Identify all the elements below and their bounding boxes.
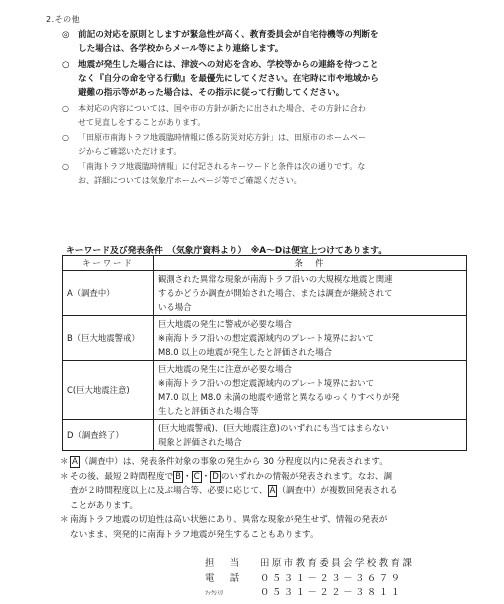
notice-line: 本対応の内容については、国や市の方針が新たに出された場合、その方針に合わ — [78, 104, 366, 113]
notice-item — [62, 28, 478, 56]
note-text: のいずれかの情報が発表されます。なお、調 — [220, 471, 393, 482]
table-row — [63, 361, 467, 420]
asterisk-mark: ＊ — [60, 471, 69, 482]
contact-row — [205, 572, 414, 587]
note-text: その後、最短２時間程度で — [70, 471, 174, 482]
condition-line: 巨大地震の発生に注意が必要な場合 — [158, 364, 292, 374]
condition-cell — [154, 420, 467, 451]
condition-line: 生したと評価された場合等 — [158, 406, 259, 416]
condition-line: M7.0 以上 M8.0 未満の地震や通常と異なるゆっくりすべりが発 — [158, 392, 400, 402]
note-text: ことがあります。 — [70, 500, 139, 511]
note-separator: ・ — [183, 471, 192, 482]
condition-line: 現象と評価された場合 — [158, 437, 242, 447]
condition-cell — [154, 271, 467, 316]
notice-line: せて見直しをすることがあります。 — [78, 117, 206, 127]
notice-item — [62, 58, 478, 100]
note-text: ないまま、突発的に南海トラフ地震が発生することもあります。 — [70, 529, 319, 540]
notice-line: 「南海トラフ地震臨時情報」に付記されるキーワードと条件は次の通りです。な — [78, 162, 366, 171]
boxed-letter-a: A — [269, 486, 276, 496]
table-caption: キーワード及び発表条件 （気象庁資料より） ※A～Dは便宜上つけてあります。 — [66, 246, 388, 256]
note-text: （調査中）が複数回発表される — [277, 486, 398, 496]
note-text: 査が２時間程度以上に及ぶ場合等、必要に応じて、 — [70, 486, 268, 496]
header-condition: 条 件 — [154, 256, 467, 271]
condition-line: いる場合 — [158, 302, 192, 312]
notice-line: 前記の対応を原則としますが緊急性が高く、教育委員会が自宅待機等の判断を — [78, 30, 379, 40]
condition-cell — [154, 361, 467, 420]
notice-line: 地震が発生した場合には、津波への対応を含め、学校等からの連絡を待つこと — [78, 60, 379, 70]
table-header-row — [63, 256, 467, 271]
condition-line: するかどうか調査が開始された場合、または調査が継続されて — [158, 288, 393, 298]
keyword-cell: B（巨大地震警戒） — [63, 316, 154, 361]
contact-department: 田原市教育委員会学校教育課 — [259, 558, 415, 569]
notice-item — [62, 102, 478, 129]
circle-bullet: ○ — [62, 104, 69, 113]
double-circle-bullet: ◎ — [62, 30, 70, 40]
boxed-letter-a: A — [72, 457, 78, 467]
notes-section — [60, 455, 472, 542]
section-title: 2.その他 — [46, 15, 81, 24]
boxed-letter-d: D — [212, 471, 219, 482]
table-row — [63, 271, 467, 316]
notice-line: 避難の指示等があった場合は、その指示に従って行動してください。 — [78, 88, 345, 98]
condition-line: M8.0 以上の地震が発生したと評価された場合 — [158, 347, 332, 357]
note-item — [60, 470, 472, 514]
condition-line: (巨大地震警戒)、(巨大地震注意)のいずれにも当てはまらない — [158, 423, 389, 433]
circle-bullet: ○ — [62, 60, 70, 70]
asterisk-mark: ＊ — [60, 457, 69, 467]
condition-line: ※南海トラフ沿いの想定震源域内のプレート境界において — [158, 378, 375, 388]
contact-label: ﾌｧｸｼﾐﾘ — [205, 590, 224, 597]
circle-bullet: ○ — [62, 133, 69, 142]
keyword-cell: D（調査終了） — [63, 420, 154, 451]
notice-line: お、詳細については気象庁ホームページ等でご確認ください。 — [78, 175, 302, 185]
note-item — [60, 455, 472, 470]
header-keyword: キーワード — [63, 256, 154, 271]
notice-line: なく『自分の命を守る行動』を最優先にしてください。在宅時に市や地域から — [78, 74, 379, 84]
contact-label: 担 当 — [205, 558, 243, 569]
notice-line: ジからご確認いただけます。 — [78, 146, 182, 156]
contact-block — [205, 557, 414, 602]
table-row — [63, 420, 467, 451]
condition-cell — [154, 316, 467, 361]
boxed-letter-b: B — [175, 471, 182, 482]
keyword-cell: A（調査中） — [63, 271, 154, 316]
condition-line: 観測された異常な現象が南海トラフ沿いの大規模な地震と関連 — [158, 274, 393, 284]
notice-line: した場合は、各学校からメール等により連絡します。 — [78, 44, 284, 54]
note-item — [60, 513, 472, 542]
condition-line: ※南海トラフ沿いの想定震源域内のプレート境界において — [158, 333, 375, 343]
boxed-letter-c: C — [193, 471, 200, 482]
note-text: （調査中）は、発表条件対象の事象の発生から 30 分程度以内に発表されます。 — [79, 457, 388, 467]
condition-line: 巨大地震の発生に警戒が必要な場合 — [158, 319, 292, 329]
notice-item — [62, 131, 478, 158]
note-separator: ・ — [201, 471, 211, 482]
asterisk-mark: ＊ — [60, 515, 69, 525]
circle-bullet: ○ — [62, 162, 69, 171]
notice-item — [62, 160, 478, 187]
contact-label: 電 話 — [205, 572, 243, 584]
contact-row — [205, 557, 414, 572]
table-row — [63, 316, 467, 361]
contact-phone: ０５３１－２３－３６７９ — [259, 572, 403, 584]
contact-fax: ０５３１－２２－３８１１ — [259, 587, 403, 598]
note-text: 南海トラフ地震の切迫性は高い状態にあり、異常な現象が発生せず、情報の発表が — [70, 515, 388, 525]
contact-row — [205, 586, 414, 602]
keyword-table — [62, 255, 467, 451]
keyword-cell: C(巨大地震注意) — [63, 361, 154, 420]
notice-line: 「田原市南海トラフ地震臨時情報に係る防災対応方針」は、田原市のホームペー — [78, 133, 366, 142]
